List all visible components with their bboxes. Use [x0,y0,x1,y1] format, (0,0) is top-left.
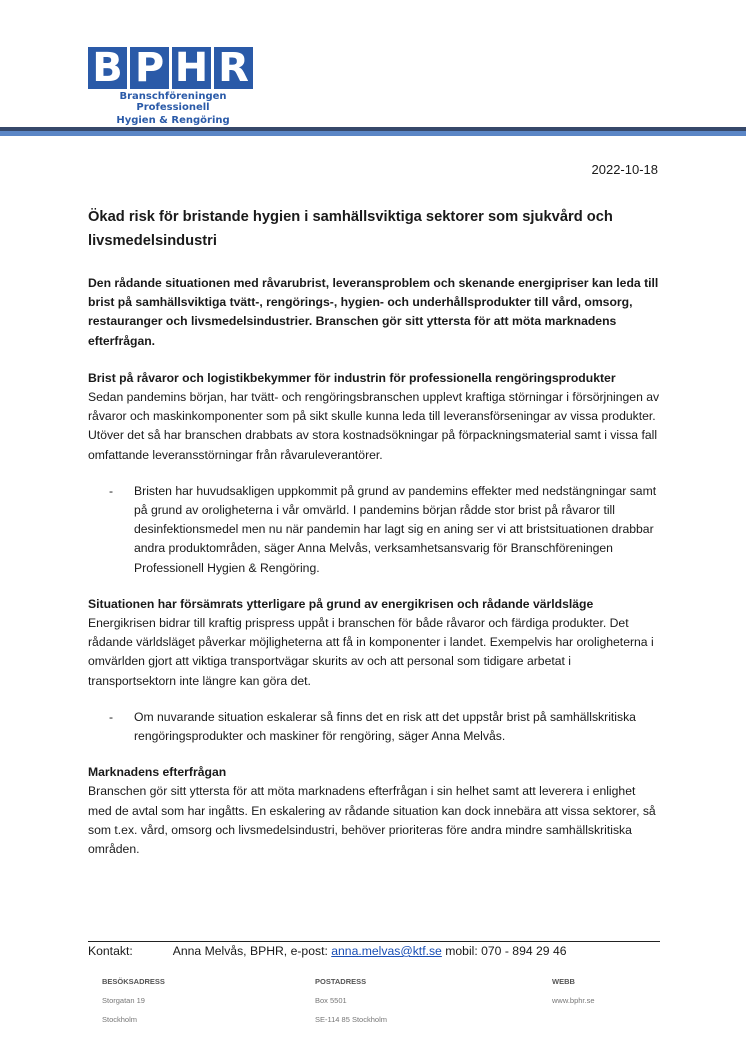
web-address-heading: WEBB [552,977,575,986]
logo-subtitle-line2: Hygien & Rengöring [116,115,230,126]
visit-address-city: Stockholm [102,1015,138,1024]
section-heading: Marknadens efterfrågan [88,765,227,780]
logo-letter-h: H [172,47,211,89]
section-body: Sedan pandemins början, har tvätt- och rengöringsbranschen upplevt kraftiga störningar i försörjningen av råvaror och maskinkomponenter som på sikt skulle kunna leda till leveransförseningar av vissa produkter. Utöver det så har branschen drabbats av stora kostnadsökningar på förpackningsmaterial samt i vissa fall omfattande leveransstörningar från råvaruleverantörer. [88,390,660,462]
postal-address-city: SE-114 85 Stockholm [315,1015,387,1024]
contact-line [88,944,567,958]
quote-block [88,708,662,746]
visit-address-heading: BESÖKSADRESS [102,977,165,986]
contact-email-link[interactable]: anna.melvas@ktf.se [331,944,442,958]
logo-subtitle-line1: Branschföreningen Professionell [119,91,227,113]
quote-block [88,482,662,578]
section-body: Energikrisen bidrar till kraftig prispress uppåt i branschen för både råvaror och färdiga produkter. Det rådande världsläget påverkar möjligheterna att få in komponenter i landet. Exempelvis har oroligheterna i omvärlden gjort att viktiga transportvägar skurits av och att personal som tidigare arbetat i transportsektorn inte längre kan göra det. [88,616,654,688]
postal-address-box: Box 5501 [315,996,347,1005]
quote-dash: - [109,709,114,724]
web-address [552,977,595,1015]
bphr-logo [88,47,258,126]
visit-address [102,977,165,1034]
section-heading: Brist på råvaror och logistikbekymmer för industrin för professionella rengöringsprodukter [88,370,616,385]
quote-text: Bristen har huvudsakligen uppkommit på grund av pandemins effekter med nedstängningar samt på grund av oroligheterna i vår omvärld. I pandemins början rådde stor brist på råvaror till desinfektionsmedel men nu när pandemin har lagt sig en aning ser vi att bristsituationen drabbar andra produktområden, säger Anna Melvås, verksamhetsansvarig för Branschföreningen Professionell Hygien & Rengöring. [134,483,657,575]
lead-paragraph: Den rådande situationen med råvarubrist, leveransproblem och skenande energipriser kan leda till brist på samhällsviktiga tvätt-, rengörings-, hygien- och underhållsprodukter till vård, omsorg, restauranger och livsmedelsindustrier. Branschen gör sitt yttersta för att möta marknadens efterfrågan. [88,276,659,348]
web-address-url[interactable]: www.bphr.se [552,996,595,1005]
header-divider-light [0,131,746,136]
section-body: Branschen gör sitt yttersta för att möta marknadens efterfrågan i sin helhet samt att leverera i enlighet med de avtal som har ingåtts. En eskalering av rådande situation kan dock innebära att vissa sektorer, så som t.ex. vård, omsorg och livsmedelsindustri, behöver prioriteras före andra mindre samhällskritiska områden. [88,784,656,857]
logo-letters [88,47,258,89]
quote-dash: - [109,483,114,498]
footer-divider [88,941,660,942]
document-title: Ökad risk för bristande hygien i samhällsviktiga sektorer som sjukvård och livsmedelsindustri [88,209,613,249]
contact-label: Kontakt: [88,944,133,958]
contact-phone: mobil: 070 - 894 29 46 [445,944,567,958]
contact-name: Anna Melvås, BPHR, e-post: [172,944,328,958]
quote-text: Om nuvarande situation eskalerar så finns det en risk att det uppstår brist på samhällskritiska rengöringsprodukter och maskiner för rengöring, säger Anna Melvås. [134,709,636,744]
logo-letter-r: R [214,47,253,89]
document-date: 2022-10-18 [591,162,658,177]
logo-letter-b: B [88,47,127,89]
postal-address [315,977,387,1034]
section-heading: Situationen har försämrats ytterligare på grund av energikrisen och rådande världsläge [88,596,594,611]
postal-address-heading: POSTADRESS [315,977,367,986]
document-body [88,205,662,876]
logo-letter-p: P [130,47,169,89]
visit-address-street: Storgatan 19 [102,996,145,1005]
